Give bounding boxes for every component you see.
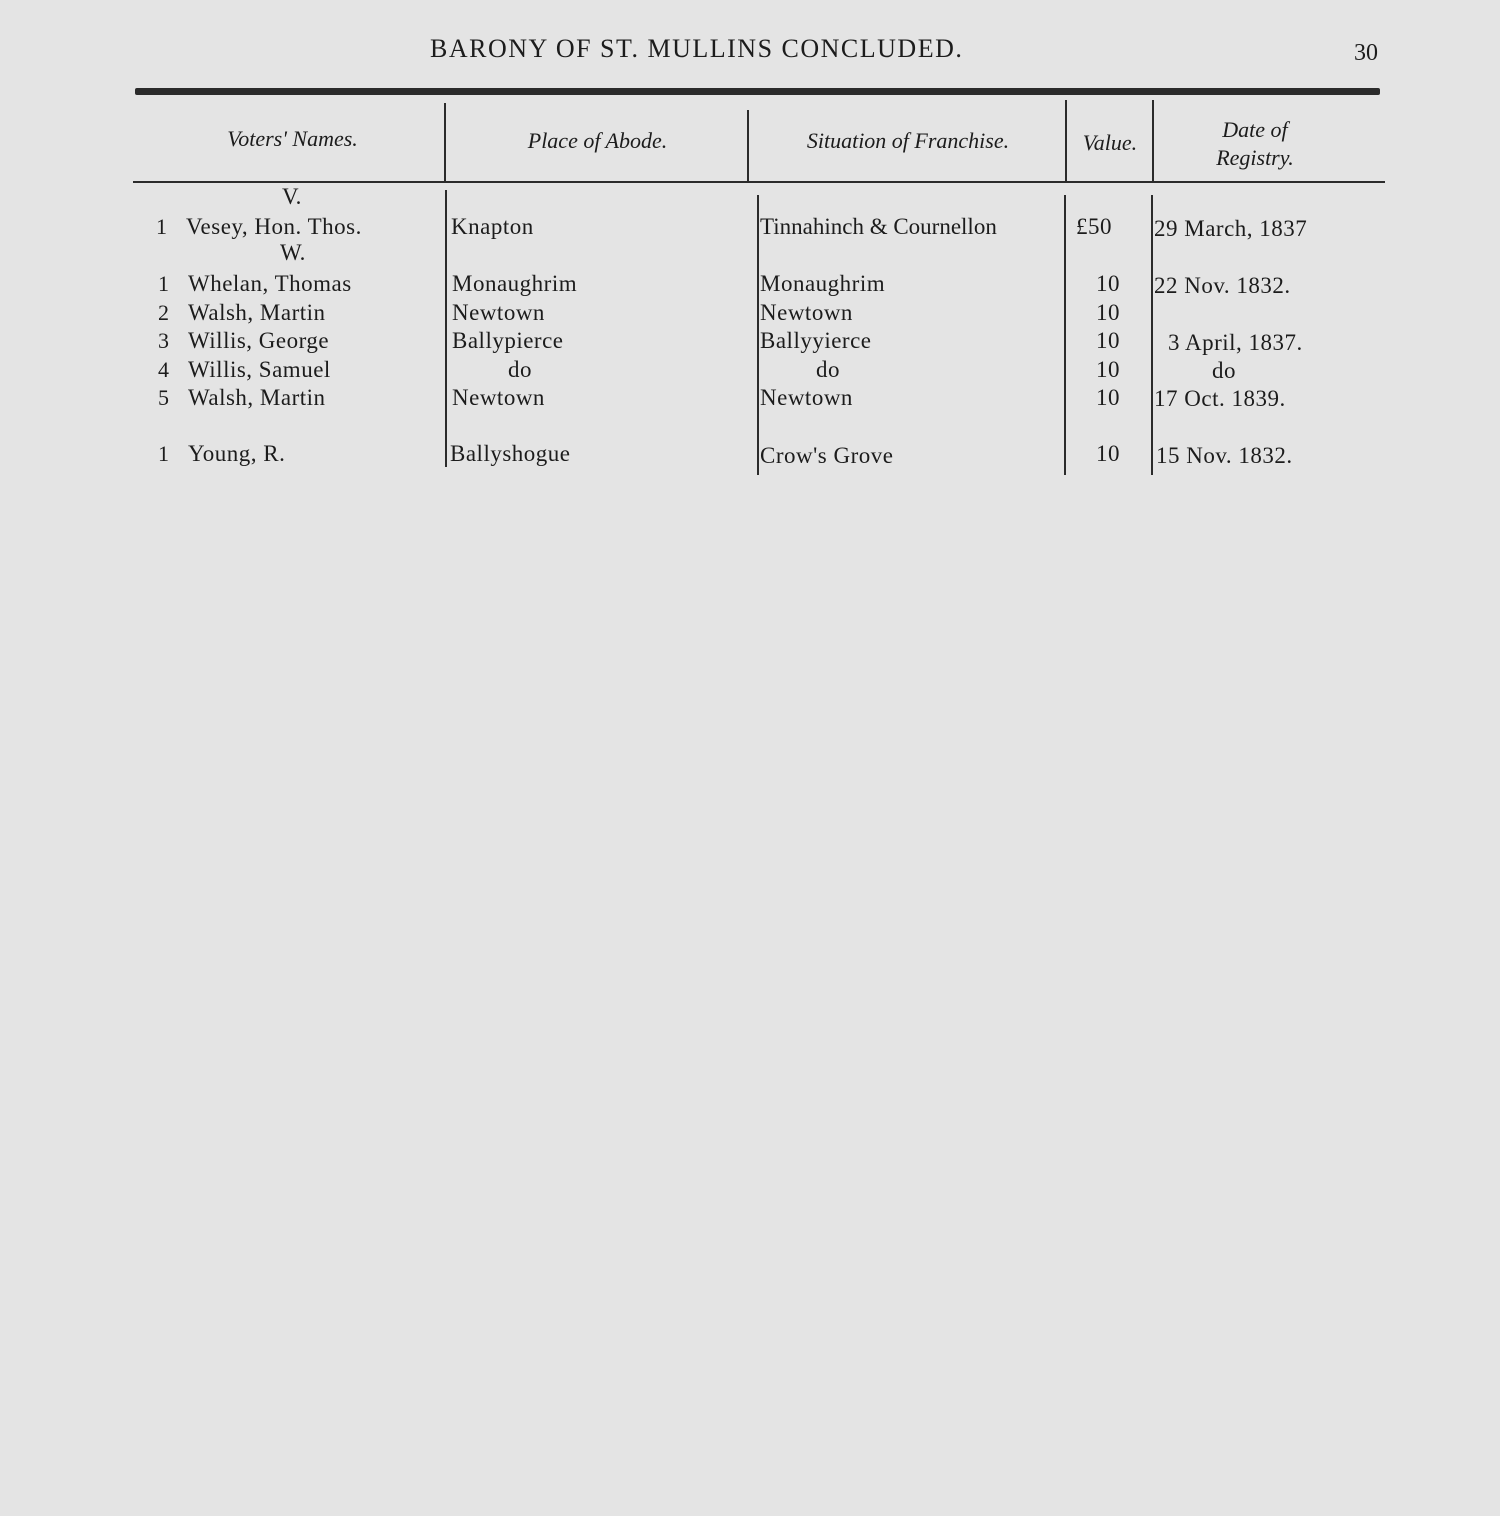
row-number: 1 <box>156 214 167 239</box>
date-of-registry: do <box>1212 358 1236 383</box>
date-of-registry: 29 March, 1837 <box>1154 216 1308 241</box>
voter-name: Vesey, Hon. Thos. <box>186 214 362 239</box>
place-of-abode: Ballypierce <box>452 328 564 353</box>
voter-name: Willis, Samuel <box>188 357 331 382</box>
voter-name: Whelan, Thomas <box>188 271 352 296</box>
header-divider-3 <box>1065 100 1067 183</box>
place-of-abode: Newtown <box>452 300 545 325</box>
situation-of-franchise: do <box>816 357 840 382</box>
row-number: 1 <box>158 271 169 296</box>
situation-of-franchise: Crow's Grove <box>760 443 894 468</box>
place-of-abode: Newtown <box>452 385 545 410</box>
column-header-value: Value. <box>1082 130 1138 155</box>
section-letter-w: W. <box>280 240 306 265</box>
row-number: 5 <box>158 385 169 410</box>
column-header-abode: Place of Abode. <box>527 128 668 153</box>
situation-of-franchise: Ballyyierce <box>760 328 872 353</box>
value: 10 <box>1096 357 1120 382</box>
date-of-registry: 22 Nov. 1832. <box>1154 273 1291 298</box>
value: 10 <box>1096 441 1120 466</box>
header-divider-2 <box>747 110 749 183</box>
body-divider-2 <box>757 195 759 475</box>
voter-name: Young, R. <box>188 441 286 466</box>
column-header-date-line1: Date of <box>1222 117 1288 142</box>
body-divider-4 <box>1151 195 1153 475</box>
column-header-date <box>1160 116 1350 172</box>
header-divider-1 <box>444 103 446 183</box>
value: 10 <box>1096 271 1120 296</box>
value: 10 <box>1096 385 1120 410</box>
section-letter-v: V. <box>282 184 302 209</box>
place-of-abode: Ballyshogue <box>450 441 571 466</box>
situation-of-franchise: Newtown <box>760 300 853 325</box>
place-of-abode: Monaughrim <box>452 271 578 296</box>
top-rule <box>135 88 1380 95</box>
date-of-registry: 15 Nov. 1832. <box>1156 443 1293 468</box>
header-divider-4 <box>1152 100 1154 183</box>
value: £50 <box>1076 214 1112 239</box>
place-of-abode: Knapton <box>451 214 534 239</box>
situation-of-franchise: Monaughrim <box>760 271 886 296</box>
row-number: 3 <box>158 328 169 353</box>
row-number: 2 <box>158 300 169 325</box>
voter-name: Walsh, Martin <box>188 300 326 325</box>
date-of-registry: 3 April, 1837. <box>1168 330 1303 355</box>
date-of-registry: 17 Oct. 1839. <box>1154 386 1286 411</box>
header-rule <box>133 181 1385 183</box>
situation-of-franchise: Newtown <box>760 385 853 410</box>
column-header-franchise: Situation of Franchise. <box>806 128 1010 153</box>
situation-of-franchise: Tinnahinch & Cournellon <box>760 214 997 239</box>
row-number: 4 <box>158 357 169 382</box>
value: 10 <box>1096 300 1120 325</box>
page-number: 30 <box>1354 40 1378 66</box>
voter-name: Willis, George <box>188 328 330 353</box>
body-divider-3 <box>1064 195 1066 475</box>
column-header-date-line2: Registry. <box>1216 145 1294 170</box>
voter-name: Walsh, Martin <box>188 385 326 410</box>
row-number: 1 <box>158 441 169 466</box>
place-of-abode: do <box>508 357 532 382</box>
value: 10 <box>1096 328 1120 353</box>
column-header-names: Voters' Names. <box>227 126 358 151</box>
page-title: BARONY OF ST. MULLINS CONCLUDED. <box>430 34 964 63</box>
body-divider-1 <box>445 190 447 467</box>
